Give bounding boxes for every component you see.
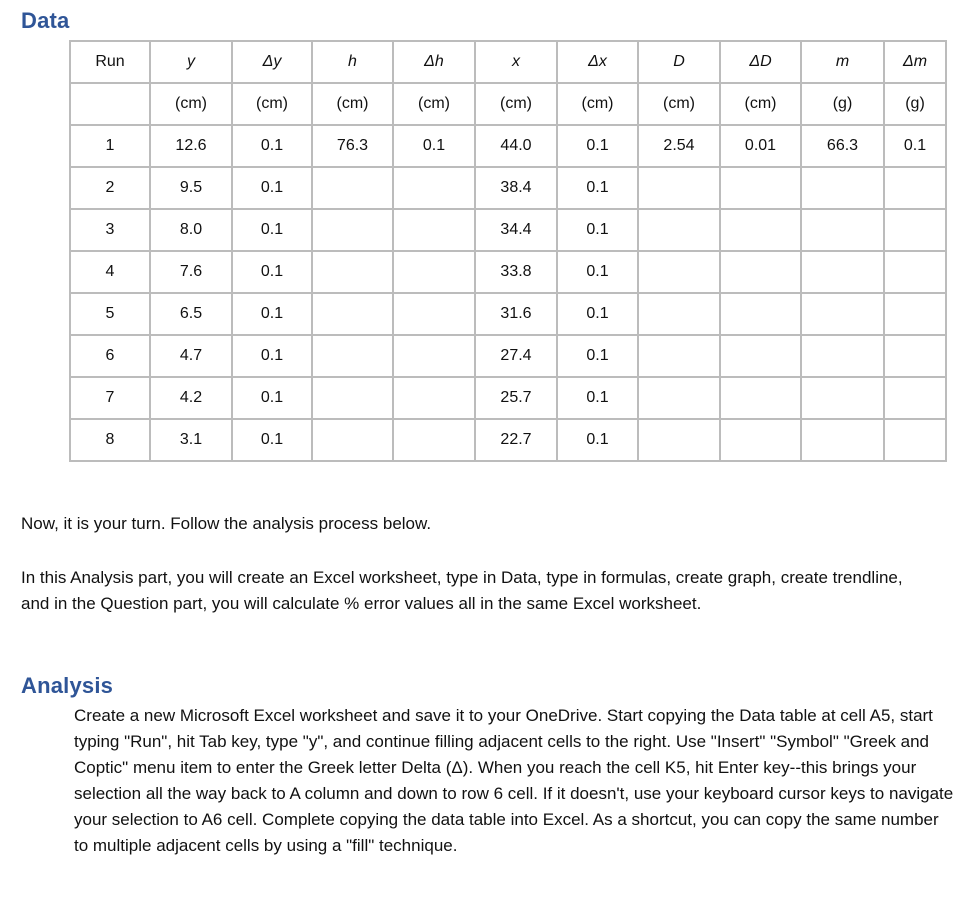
table-cell: 0.1 (232, 335, 312, 377)
table-cell (638, 377, 720, 419)
table-cell (393, 419, 475, 461)
table-cell (801, 377, 884, 419)
table-cell: 2 (70, 167, 150, 209)
table-cell (884, 167, 946, 209)
unit-header: (g) (884, 83, 946, 125)
data-heading: Data (21, 8, 70, 33)
table-cell: 31.6 (475, 293, 557, 335)
table-cell: 0.1 (557, 167, 638, 209)
table-cell (720, 335, 801, 377)
unit-header: (g) (801, 83, 884, 125)
table-cell: 8.0 (150, 209, 232, 251)
table-cell: 25.7 (475, 377, 557, 419)
table-cell: 2.54 (638, 125, 720, 167)
unit-header: (cm) (312, 83, 393, 125)
table-cell: 0.1 (232, 251, 312, 293)
table-cell: 0.1 (557, 125, 638, 167)
turn-text: Now, it is your turn. Follow the analysis process below. (21, 514, 432, 533)
column-header: Δy (232, 41, 312, 83)
table-cell (720, 377, 801, 419)
table-cell: 3 (70, 209, 150, 251)
table-cell (884, 377, 946, 419)
unit-header: (cm) (638, 83, 720, 125)
table-cell (801, 419, 884, 461)
table-cell: 4 (70, 251, 150, 293)
table-cell: 33.8 (475, 251, 557, 293)
table-cell: 0.1 (232, 419, 312, 461)
table-cell (801, 167, 884, 209)
table-cell: 34.4 (475, 209, 557, 251)
table-cell (884, 335, 946, 377)
unit-header: (cm) (720, 83, 801, 125)
table-cell (638, 167, 720, 209)
table-cell: 44.0 (475, 125, 557, 167)
table-cell (312, 293, 393, 335)
column-header: x (475, 41, 557, 83)
table-cell: 66.3 (801, 125, 884, 167)
table-cell (638, 293, 720, 335)
table-cell: 0.1 (232, 125, 312, 167)
intro-paragraph: In this Analysis part, you will create an Excel worksheet, type in Data, type in formulas, create graph, create trendline, and in the Question part, you will calculate % error values all in the same Excel worksheet. (21, 568, 903, 613)
table-cell: 4.7 (150, 335, 232, 377)
table-cell (801, 209, 884, 251)
table-row (70, 209, 946, 251)
table-cell (801, 293, 884, 335)
table-cell: 38.4 (475, 167, 557, 209)
table-cell: 1 (70, 125, 150, 167)
table-cell (312, 209, 393, 251)
table-cell (801, 335, 884, 377)
table-cell (393, 167, 475, 209)
table-cell (393, 251, 475, 293)
table-cell (312, 419, 393, 461)
table-cell: 7 (70, 377, 150, 419)
table-cell: 7.6 (150, 251, 232, 293)
unit-header: (cm) (232, 83, 312, 125)
table-cell (638, 251, 720, 293)
table-cell: 0.1 (557, 335, 638, 377)
analysis-heading: Analysis (21, 673, 114, 698)
table-cell: 0.1 (557, 251, 638, 293)
table-row (70, 125, 946, 167)
table-cell (801, 251, 884, 293)
table-cell: 0.1 (232, 293, 312, 335)
table-cell: 0.1 (884, 125, 946, 167)
table-cell (312, 377, 393, 419)
column-header: y (150, 41, 232, 83)
column-header: Δx (557, 41, 638, 83)
table-cell: 6 (70, 335, 150, 377)
table-row (70, 377, 946, 419)
table-cell: 0.1 (557, 419, 638, 461)
table-cell: 4.2 (150, 377, 232, 419)
table-cell (720, 251, 801, 293)
column-header: D (638, 41, 720, 83)
table-row (70, 251, 946, 293)
table-row (70, 419, 946, 461)
table-cell (720, 293, 801, 335)
table-cell: 6.5 (150, 293, 232, 335)
table-cell: 9.5 (150, 167, 232, 209)
unit-header: (cm) (475, 83, 557, 125)
analysis-paragraph: Create a new Microsoft Excel worksheet and save it to your OneDrive. Start copying the Data table at cell A5, start typing "Run", hit Tab key, type "y", and continue filling adjacent cells to the right. Use "Insert" "Symbol" "Greek and Coptic" menu item to enter the Greek letter Delta (Δ). When you reach the cell K5, hit Enter key--this brings your selection all the way back to A column and down to row 6 cell. If it doesn't, use your keyboard cursor keys to navigate your selection to A6 cell. Complete copying the data table into Excel. As a shortcut, you can copy the same number to multiple adjacent cells by using a "fill" technique. (74, 706, 954, 855)
table-cell: 0.1 (393, 125, 475, 167)
column-header: m (801, 41, 884, 83)
table-cell: 0.01 (720, 125, 801, 167)
table-cell (638, 335, 720, 377)
column-header: Run (70, 41, 150, 83)
table-cell (393, 335, 475, 377)
table-cell (884, 293, 946, 335)
table-cell: 0.1 (557, 209, 638, 251)
table-cell: 0.1 (232, 377, 312, 419)
table-cell (393, 209, 475, 251)
column-header: Δm (884, 41, 946, 83)
table-cell: 76.3 (312, 125, 393, 167)
table-cell (312, 251, 393, 293)
column-header: h (312, 41, 393, 83)
table-cell: 12.6 (150, 125, 232, 167)
unit-header: (cm) (557, 83, 638, 125)
table-cell: 8 (70, 419, 150, 461)
column-header: ΔD (720, 41, 801, 83)
table-cell: 0.1 (557, 293, 638, 335)
table-cell (638, 419, 720, 461)
table-cell (638, 209, 720, 251)
table-row (70, 335, 946, 377)
table-cell (312, 167, 393, 209)
header-row-symbols (70, 41, 946, 83)
table-cell: 0.1 (557, 377, 638, 419)
unit-header: (cm) (393, 83, 475, 125)
unit-header (70, 83, 150, 125)
data-table (69, 40, 947, 462)
table-cell (720, 419, 801, 461)
table-cell (720, 209, 801, 251)
table-cell: 0.1 (232, 167, 312, 209)
table-row (70, 293, 946, 335)
table-cell: 22.7 (475, 419, 557, 461)
table-cell (393, 377, 475, 419)
table-cell (393, 293, 475, 335)
column-header: Δh (393, 41, 475, 83)
table-cell (884, 209, 946, 251)
table-cell: 3.1 (150, 419, 232, 461)
table-cell (884, 251, 946, 293)
table-cell: 5 (70, 293, 150, 335)
table-cell: 0.1 (232, 209, 312, 251)
table-cell (312, 335, 393, 377)
table-row (70, 167, 946, 209)
table-cell (884, 419, 946, 461)
table-cell (720, 167, 801, 209)
unit-header: (cm) (150, 83, 232, 125)
header-row-units (70, 83, 946, 125)
table-cell: 27.4 (475, 335, 557, 377)
